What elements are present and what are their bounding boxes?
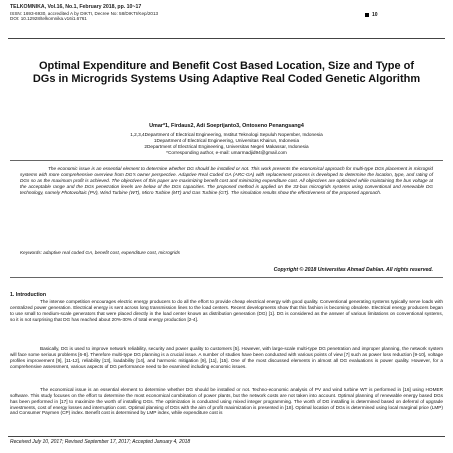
issn-line: ISSN: 1693-6930, accredited A by DIKTI, Decree No: 58/DIKTI/Kep/2013	[10, 11, 159, 16]
abstract-text: The economic issue is an essential element to determine whether DG should be installed or not. This work presents the economical approach for multi-type DGs placement in microgrid systems with more comprehensive overview from DG's owner perspective. Adaptive Real Coded GA (ARC-GA) with replacement process is developed to determine the location, type, and rating of DGs so as the maximum profit is achieved. The objectives of this paper are maximizing benefit cost and minimizing expenditure cost. All objectives are optimized while maintaining the bus voltage at the acceptable range and the DGs penetration levels are below of the DGs capacities. The proposed method is applied on the 33-bus microgrids systems using conventional and renewable DG technology, namely Photovoltaic (PV), Wind Turbine (WT), Micro Turbine (MT) and Gas Turbine (GT). The simulation results show the effectiveness of the proposed approach.	[20, 166, 433, 195]
paragraph-3: The economical issue is an essential element to determine whether DG should be installed or not. Techno-economic analysis of PV and wind turbine WT is performed in [16] using HOMER software. This study focuses on the effort to determine the most economical combination of power plants, but the network costs are not taken into account. Optimal planning of renewable energy based DGs has been performed in [17] to maximize the worth of installing DGs. The optimization is conducted using mixed integer programming. The worth of DG installing is determined based on deferral of upgrade investments, cost of energy losses and interruption cost. Optimal planning of DGs with the aim of profit maximization is presented in [18]. Optimal location of DGs is determined using local marginal price (LMP) and Consumer Paymen (CP) index. Benefit cost is determined by LMP index, while expenditure cost is	[10, 387, 443, 416]
footer-rule	[8, 436, 445, 437]
paragraph-2: Basically, DG is used to improve network reliability, security and power quality to customers [5]. However, with large-scale multi-type DG penetration and improper planning, the network system will face some serious problems [6-8]. Therefore multi-type DG planning is a crucial issue. A number of studies have been conducted with various points of view [7] such as power loss reduction [9-10], voltage profiles improvement [9], [11-12], reliability [13], loadability [14], and harmonic mitigation [9], [11], [15]. One of the most discussed elements in almost all DG evaluations is power quality. However, for a comprehensive assessment, various aspects of DG performance need to be examined including economic issues.	[10, 346, 443, 369]
page-number	[365, 12, 378, 18]
paragraph-1: The intense competition encourages electric energy producers to do all the effort to provide cheap electrical energy with good quality. Conventional generating systems typically serve loads with centralized power generation. Electrical energy is sent across long transmission lines to the load centers. Recent developments show that this fashion is becoming obsolete. Electrical energy producers began to use small to medium-scale generators that were placed directly in the load center known as distribution generation (DG) [1]. DG is considered as the answer of various limitations on conventional systems, so it is not surprising that DG has reached about 20%-30% of total energy production [2-4].	[10, 299, 443, 322]
copyright-notice: Copyright © 2018 Universitas Ahmad Dahlan. All rights reserved.	[273, 267, 433, 273]
journal-header: TELKOMNIKA, Vol.16, No.1, February 2018, pp. 10~17	[10, 4, 142, 10]
affiliation-3: 2Department of Electrical Engineering, Universitas Negeri Makassar, Indonesia	[144, 144, 309, 149]
corresponding-author: *Corresponding author, e-mail: umarmadjid94@gmail.com	[166, 150, 287, 155]
keywords: Keywords: adaptive real coded GA, benefit cost, expenditure cost, microgrids	[20, 250, 180, 255]
author-list: Umar*1, Firdaus2, Adi Soeprijanto3, Ontoseno Penangsang4	[149, 123, 304, 129]
doi-line: DOI: 10.12928/telkomnika.v16i1.6761	[10, 16, 87, 21]
header-rule	[8, 38, 445, 39]
page-number-value: 10	[372, 12, 378, 18]
section-heading: 1. Introduction	[10, 292, 47, 298]
affiliation-1: 1,2,3,4Department of Electrical Engineering, Institut Teknologi Sepuluh Nopember, Indonesia	[130, 132, 323, 137]
square-bullet-icon	[365, 13, 369, 17]
affiliation-2: 1Department of Electrical Engineering, Universitas Khairun, Indonesia	[153, 138, 300, 143]
paper-title: Optimal Expenditure and Benefit Cost Based Location, Size and Type of DGs in Microgrids Systems Using Adaptive Real Coded Genetic Algorithm	[32, 60, 421, 85]
received-dates: Received July 10, 2017; Revised September 17, 2017; Accepted January 4, 2018	[10, 439, 191, 445]
